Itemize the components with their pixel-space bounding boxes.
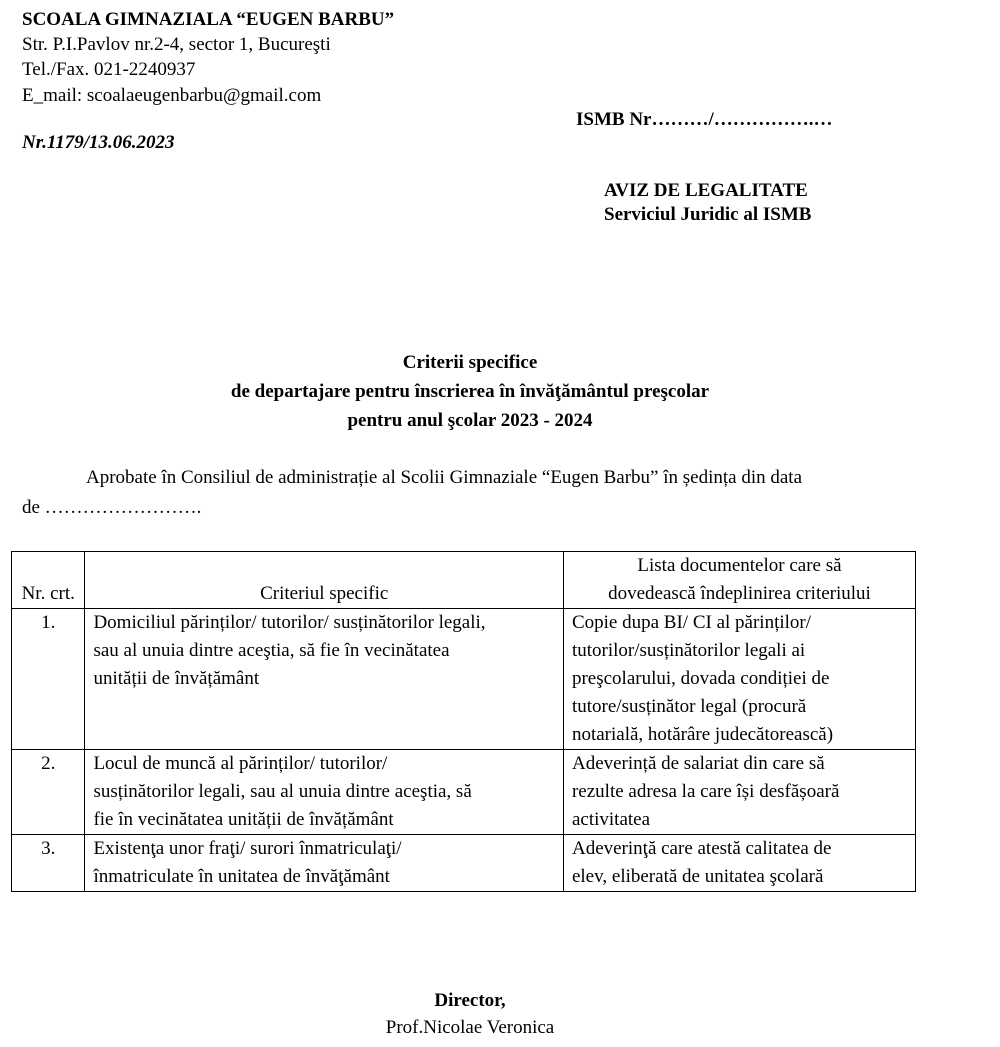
row-documents [563,835,915,892]
criterion-line: susținătorilor legali, sau al unuia dintre aceştia, să [93,781,472,802]
criterion-line: Domiciliul părinților/ tutorilor/ susținătorilor legali, [93,612,486,633]
intro-line-1: Aprobate în Consiliul de administrație al Scolii Gimnaziale “Eugen Barbu” în ședința din data [86,467,803,488]
documents-line: tutore/susținător legal (procură [571,696,807,717]
school-phone: Tel./Fax. 021-2240937 [22,59,196,80]
documents-line: notarială, hotărâre judecătorească) [571,724,834,745]
documents-line: elev, eliberată de unitatea şcolară [571,866,824,887]
row-criterion [85,750,564,835]
signature-role: Director, [434,990,506,1011]
table-row [12,750,916,835]
row-criterion [85,835,564,892]
header-documents-line-2: dovedească îndeplinirea criteriului [608,583,871,604]
table-header-row [12,552,916,609]
signature-name: Prof.Nicolae Veronica [385,1017,555,1038]
school-name: SCOALA GIMNAZIALA “EUGEN BARBU” [22,9,395,30]
intro-line-2: de ……………………. [22,497,202,518]
criterion-line: Existenţa unor fraţi/ surori înmatriculaţi/ [93,838,402,859]
documents-line: rezulte adresa la care își desfășoară [571,781,840,802]
header-documents-line-1: Lista documentelor care să [637,555,842,576]
criterion-line: sau al unuia dintre aceştia, să fie în vecinătatea [93,640,450,661]
documents-line: Adeverinţă care atestă calitatea de [571,838,832,859]
documents-line: Copie dupa BI/ CI al părinților/ [571,612,812,633]
row-number: 1. [12,609,85,750]
title-line-3: pentru anul şcolar 2023 - 2024 [347,410,593,431]
row-criterion [85,609,564,750]
school-address: Str. P.I.Pavlov nr.2-4, sector 1, Bucureşti [22,34,331,55]
criterion-line: unității de învățământ [93,668,260,689]
documents-line: preşcolarului, dovada condiției de [571,668,830,689]
table-row [12,609,916,750]
row-number: 2. [12,750,85,835]
title-line-1: Criterii specifice [402,352,538,373]
documents-line: activitatea [571,809,651,830]
header-number: Nr. crt. [12,552,85,609]
criterion-line: fie în vecinătatea unității de învățământ [93,809,394,830]
row-number: 3. [12,835,85,892]
approval-department: Serviciul Juridic al ISMB [604,204,812,225]
header-criterion: Criteriul specific [85,552,564,609]
criteria-table [11,551,916,892]
document-number: Nr.1179/13.06.2023 [22,132,175,153]
title-line-2: de departajare pentru înscrierea în învăţământul preşcolar [230,381,710,402]
approval-title: AVIZ DE LEGALITATE [604,180,808,201]
ismb-number: ISMB Nr………/…………….… [576,109,833,130]
documents-line: tutorilor/susținătorilor legali ai [571,640,806,661]
criterion-line: înmatriculate în unitatea de învăţământ [93,866,390,887]
criterion-line: Locul de muncă al părinților/ tutorilor/ [93,753,388,774]
table-row [12,835,916,892]
row-documents [563,750,915,835]
row-documents [563,609,915,750]
documents-line: Adeverință de salariat din care să [571,753,825,774]
header-documents [563,552,915,609]
school-email: E_mail: scoalaeugenbarbu@gmail.com [22,85,322,106]
